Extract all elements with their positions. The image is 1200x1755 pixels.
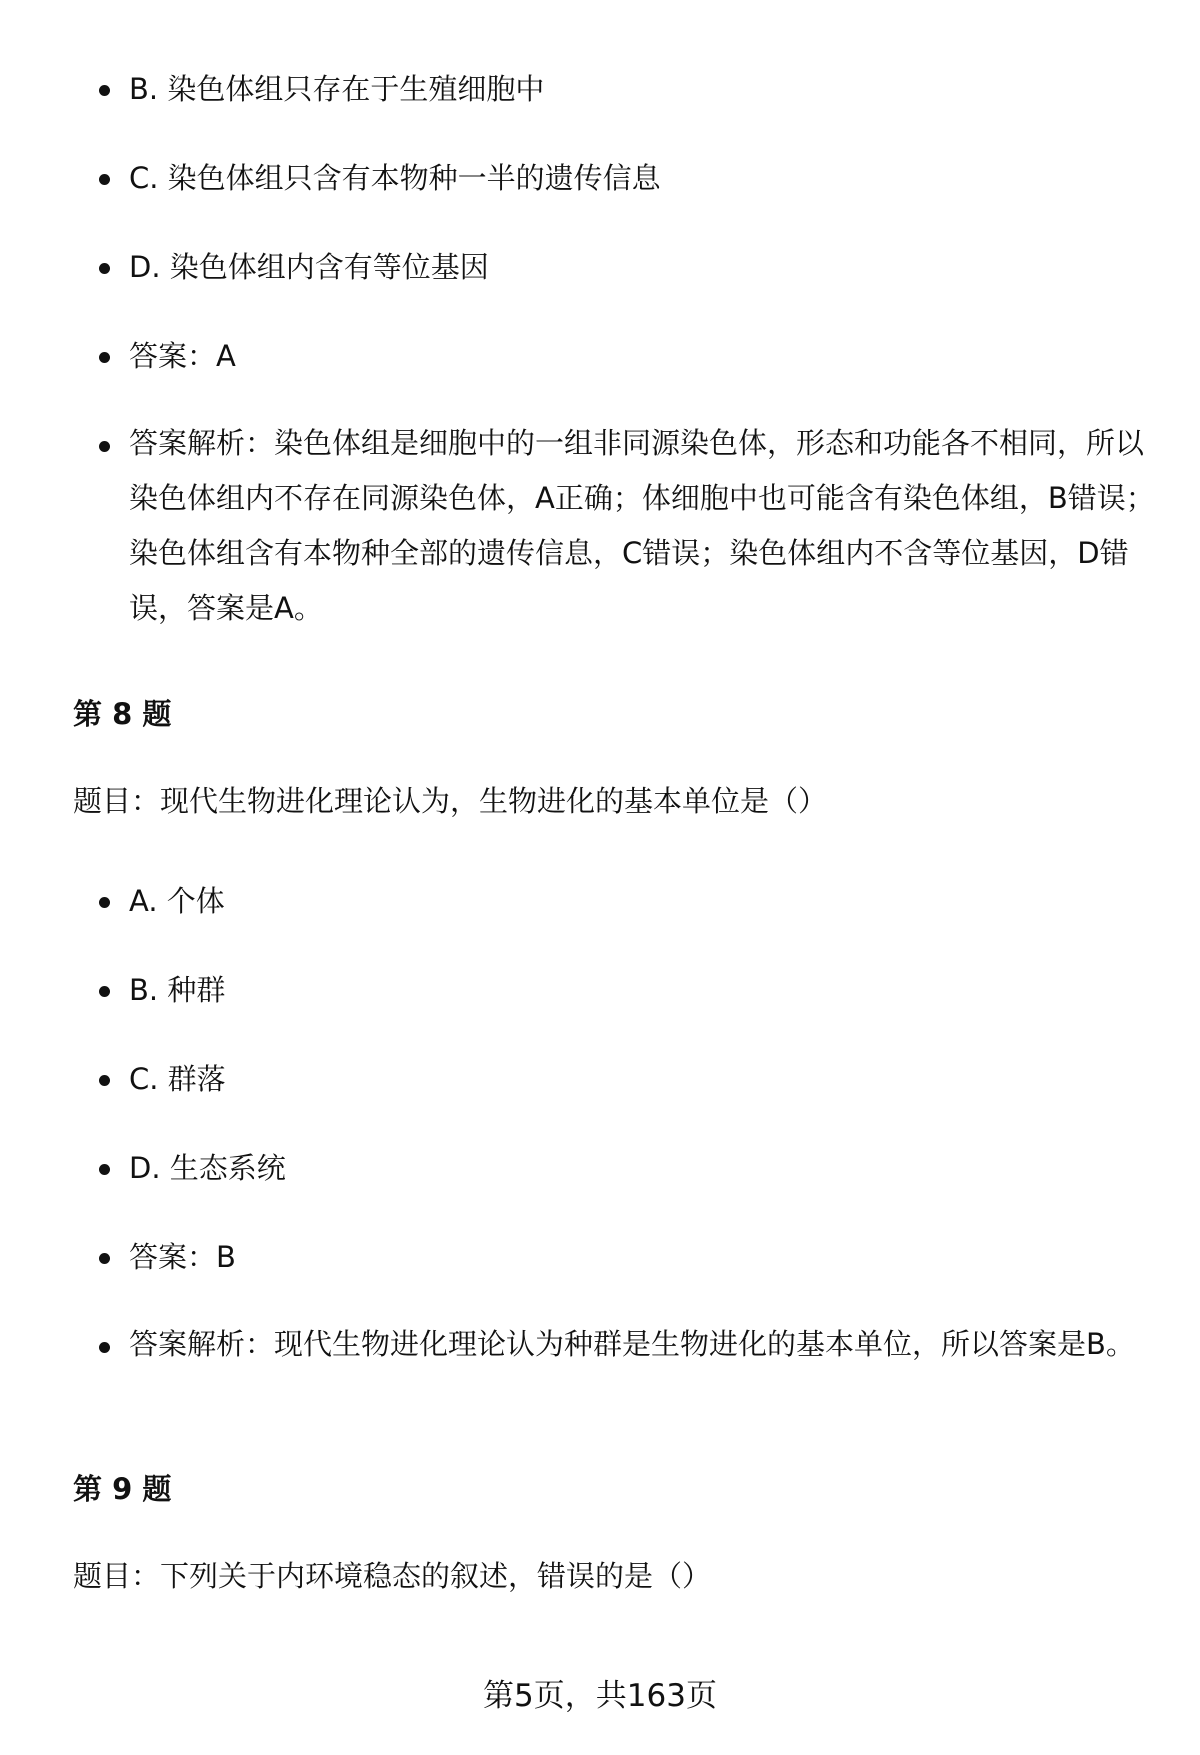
bullet-icon <box>99 1075 110 1086</box>
bullet-icon <box>99 174 110 185</box>
option-text: D. 生态系统 <box>129 1151 286 1185</box>
answer-text: 答案：A <box>129 339 236 373</box>
bullet-icon <box>99 1164 110 1175</box>
bullet-icon <box>99 85 110 96</box>
explanation-text: 答案解析：现代生物进化理论认为种群是生物进化的基本单位，所以答案是B。 <box>129 1327 1135 1361</box>
option-text: C. 染色体组只含有本物种一半的遗传信息 <box>129 161 661 195</box>
list-item <box>0 238 1159 297</box>
answer-text: 答案：B <box>129 1240 236 1274</box>
question-9-text: 题目：下列关于内环境稳态的叙述，错误的是（） <box>73 1559 712 1593</box>
list-item <box>0 1317 1159 1372</box>
bullet-icon <box>99 986 110 997</box>
question-9-heading: 第 9 题 <box>73 1472 172 1506</box>
explanation-text: 答案解析：染色体组是细胞中的一组非同源染色体，形态和功能各不相同，所以染色体组内不存在同源染色体，A正确；体细胞中也可能含有染色体组，B错误；染色体组含有本物种全部的遗传信息，C错误；染色体组内不含等位基因，D错误，答案是A。 <box>129 426 1155 625</box>
option-text: A. 个体 <box>129 884 225 918</box>
page-number-footer: 第5页，共163页 <box>483 1678 717 1714</box>
option-text: D. 染色体组内含有等位基因 <box>129 250 489 284</box>
q7-options-list <box>0 60 1159 666</box>
list-item <box>0 1050 1159 1109</box>
list-item <box>0 961 1159 1020</box>
list-item <box>0 149 1159 208</box>
bullet-icon <box>99 1253 110 1264</box>
list-item <box>0 1228 1159 1287</box>
q8-options-list <box>0 872 1159 1402</box>
bullet-icon <box>99 1342 110 1353</box>
list-item <box>0 327 1159 386</box>
option-text: B. 种群 <box>129 973 226 1007</box>
option-text: C. 群落 <box>129 1062 226 1096</box>
list-item <box>0 1139 1159 1198</box>
bullet-icon <box>99 897 110 908</box>
list-item <box>0 872 1159 931</box>
list-item <box>0 60 1159 119</box>
question-8-text: 题目：现代生物进化理论认为，生物进化的基本单位是（） <box>73 784 828 818</box>
list-item <box>0 416 1159 636</box>
bullet-icon <box>99 441 110 452</box>
question-8-heading: 第 8 题 <box>73 697 172 731</box>
bullet-icon <box>99 263 110 274</box>
bullet-icon <box>99 352 110 363</box>
option-text: B. 染色体组只存在于生殖细胞中 <box>129 72 545 106</box>
